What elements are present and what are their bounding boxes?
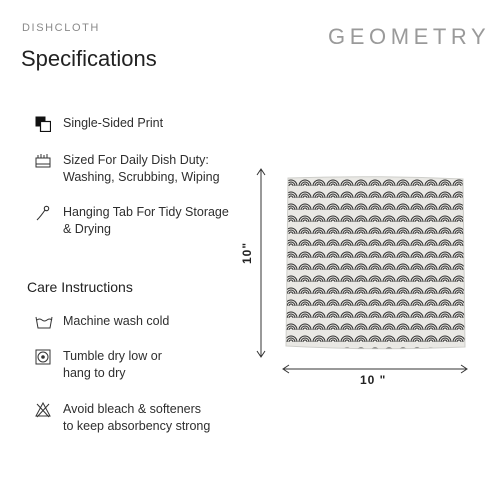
page-title: Specifications: [21, 46, 157, 71]
care-line: to keep absorbency strong: [63, 419, 211, 433]
machine-wash-icon: [35, 314, 51, 330]
tumble-dry-icon: [35, 349, 51, 365]
width-label: 10 ": [360, 373, 387, 387]
height-label: 10": [240, 241, 254, 264]
hanging-tab-icon: [35, 205, 51, 221]
feature-line: & Drying: [63, 222, 111, 236]
care-line: hang to dry: [63, 366, 126, 380]
feature-line: Hanging Tab For Tidy Storage: [63, 205, 229, 219]
no-bleach-icon: [35, 402, 51, 418]
care-line: Tumble dry low or: [63, 349, 162, 363]
feature-text: Single-Sided Print: [63, 116, 164, 130]
feature-text: [63, 204, 229, 238]
print-squares-icon: [35, 116, 51, 132]
dish-rack-icon: [35, 153, 51, 169]
care-text: Machine wash cold: [63, 314, 170, 328]
care-text: [63, 401, 210, 435]
height-dimension-arrow: [254, 168, 268, 358]
feature-line: Washing, Scrubbing, Wiping: [63, 170, 220, 184]
feature-line: Sized For Daily Dish Duty:: [63, 153, 209, 167]
brand-logo: GEOMETRY: [328, 24, 491, 49]
product-kicker: DISHCLOTH: [22, 22, 100, 34]
feature-text: [63, 152, 220, 186]
care-heading: Care Instructions: [27, 279, 133, 295]
care-line: Avoid bleach & softeners: [63, 402, 202, 416]
dishcloth-image: [284, 175, 467, 351]
care-text: [63, 348, 162, 382]
